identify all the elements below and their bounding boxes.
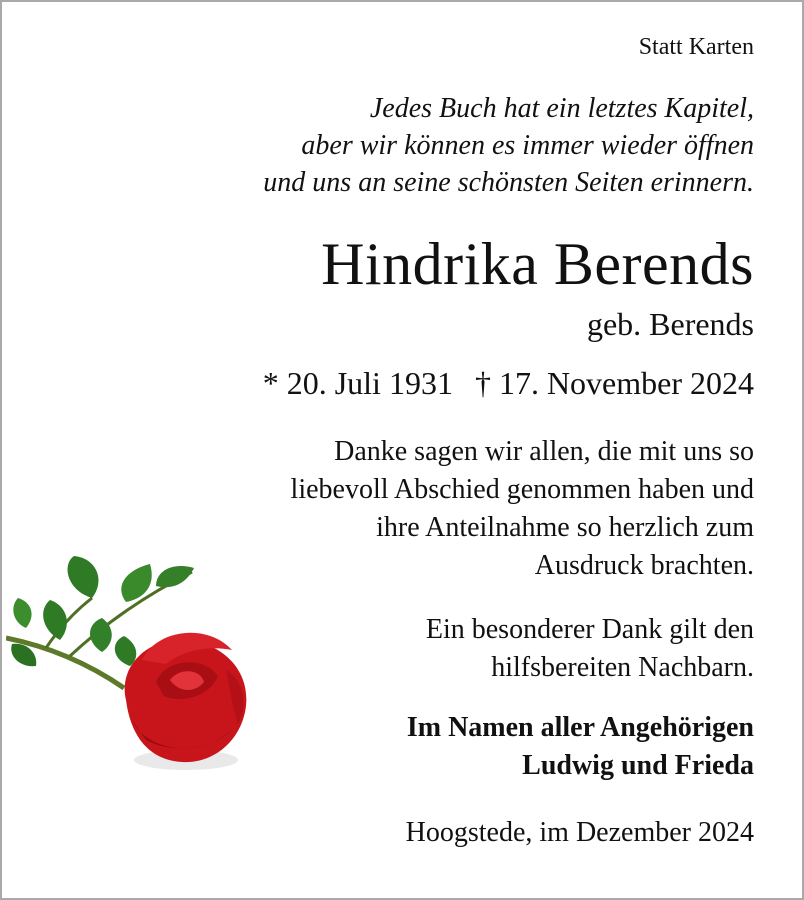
special-thanks bbox=[426, 611, 754, 687]
thanks-line: Danke sagen wir allen, die mit uns so bbox=[334, 436, 754, 467]
signature-line: Im Namen aller Angehörigen bbox=[406, 712, 754, 743]
leaf bbox=[68, 556, 99, 598]
quote-line: Jedes Buch hat ein letztes Kapitel, bbox=[369, 93, 754, 124]
thanks-line: liebevoll Abschied genommen haben und bbox=[290, 474, 754, 505]
thanks-text bbox=[291, 433, 754, 585]
quote-line: und uns an seine schönsten Seiten erinnern. bbox=[263, 167, 754, 198]
life-dates bbox=[263, 365, 754, 402]
leaf bbox=[43, 600, 67, 640]
leaf bbox=[11, 644, 36, 666]
leaf bbox=[156, 566, 194, 587]
rose-image bbox=[6, 550, 256, 790]
quote-line: aber wir können es immer wieder öffnen bbox=[301, 130, 754, 161]
leaf bbox=[115, 636, 136, 666]
maiden-name: geb. Berends bbox=[586, 306, 754, 342]
death-date: † 17. November 2024 bbox=[474, 365, 754, 401]
place-date: Hoogstede, im Dezember 2024 bbox=[405, 817, 754, 848]
thanks-line: Ausdruck brachten. bbox=[534, 550, 754, 581]
signature bbox=[407, 709, 754, 785]
signature-line: Ludwig und Frieda bbox=[522, 750, 754, 781]
header-note: Statt Karten bbox=[638, 34, 754, 60]
birth-date: * 20. Juli 1931 bbox=[262, 365, 453, 401]
quote bbox=[263, 90, 754, 201]
special-thanks-line: Ein besonderer Dank gilt den bbox=[425, 614, 754, 645]
special-thanks-line: hilfsbereiten Nachbarn. bbox=[491, 652, 754, 683]
deceased-name: Hindrika Berends bbox=[321, 231, 754, 297]
thanks-line: ihre Anteilnahme so herzlich zum bbox=[376, 512, 754, 543]
leaf bbox=[13, 598, 31, 628]
